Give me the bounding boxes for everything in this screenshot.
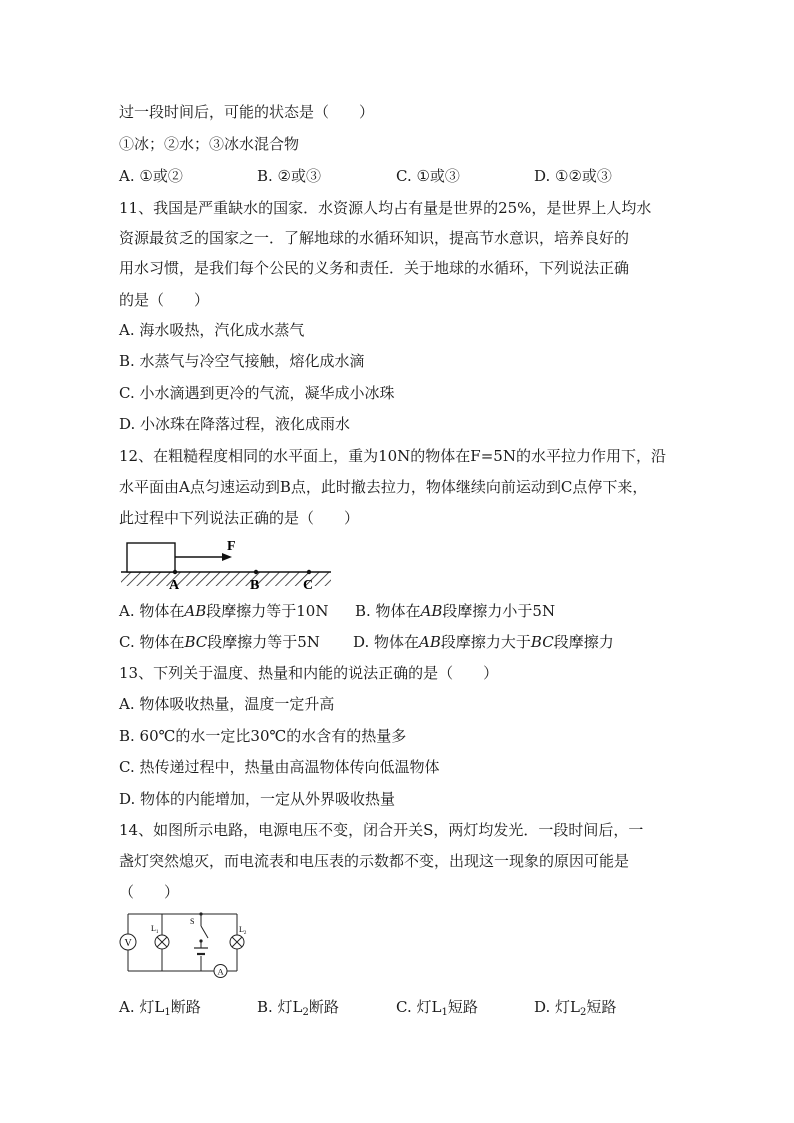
q14-stem-line-3: （ ） [119, 883, 180, 901]
ground-hatch [121, 572, 331, 586]
q12-option-c[interactable]: C. 物体在BC段摩擦力等于5N [119, 633, 320, 651]
lamp-l1-symbol [155, 935, 169, 949]
q14-option-a[interactable]: A. 灯$L_1$断路 [119, 998, 201, 1018]
lamp-l2-symbol [230, 935, 244, 949]
q10-option-c[interactable]: C. ①或③ [396, 167, 460, 185]
q12-option-a[interactable]: A. 物体在AB段摩擦力等于10N [119, 602, 329, 620]
switch-label: S [190, 917, 195, 926]
q12-option-b[interactable]: B. 物体在AB段摩擦力小于5N [355, 602, 556, 620]
point-b-dot [254, 570, 258, 574]
q12-stem-line-1: 12、在粗糙程度相同的水平面上，重为10N的物体在F=5N的水平拉力作用下，沿 [119, 447, 666, 465]
point-a-dot [173, 570, 177, 574]
q11-option-d[interactable]: D. 小冰珠在降落过程，液化成雨水 [119, 415, 351, 433]
switch-contact-dot [199, 939, 202, 942]
q12-stem-line-3: 此过程中下列说法正确的是（ ） [119, 509, 360, 527]
q11-option-a[interactable]: A. 海水吸热，汽化成水蒸气 [119, 321, 305, 339]
q14-option-d[interactable]: D. 灯$L_2$短路 [534, 998, 617, 1018]
lamp-l2-label: $L_2$ [239, 925, 247, 936]
point-c-label: C [303, 578, 314, 593]
point-b-label: B [250, 578, 260, 593]
q14-stem-line-2: 盏灯突然熄灭，而电流表和电压表的示数都不变，出现这一现象的原因可能是 [119, 852, 630, 870]
q11-stem-line-3: 用水习惯，是我们每个公民的义务和责任．关于地球的水循环，下列说法正确 [119, 259, 630, 277]
q14-option-c[interactable]: C. 灯$L_1$短路 [396, 998, 478, 1018]
voltmeter-label: V [124, 938, 132, 949]
q13-option-b[interactable]: B. 60℃的水一定比30℃的水含有的热量多 [119, 727, 407, 745]
q11-stem-line-1: 11、我国是严重缺水的国家．水资源人均占有量是世界的25%，是世界上人均水 [119, 199, 652, 217]
q14-circuit-diagram [117, 908, 252, 982]
q11-option-c[interactable]: C. 小水滴遇到更冷的气流，凝华成小冰珠 [119, 384, 395, 402]
q11-option-b[interactable]: B. 水蒸气与冷空气接触，熔化成水滴 [119, 352, 365, 370]
force-arrowhead [222, 553, 232, 561]
q11-stem-line-2: 资源最贫乏的国家之一．了解地球的水循环知识，提高节水意识，培养良好的 [119, 229, 630, 247]
point-c-dot [307, 570, 311, 574]
q10-option-d[interactable]: D. ①②或③ [534, 167, 612, 185]
force-label: F [227, 539, 236, 554]
point-a-label: A [169, 578, 180, 593]
q14-option-b[interactable]: B. 灯$L_2$断路 [257, 998, 339, 1018]
q13-stem: 13、下列关于温度、热量和内能的说法正确的是（ ） [119, 664, 499, 682]
q10-states: ①冰；②水；③冰水混合物 [119, 135, 300, 153]
q10-stem-tail: 过一段时间后，可能的状态是（ ） [119, 103, 375, 121]
ammeter-label: A [217, 966, 224, 977]
q14-stem-line-1: 14、如图所示电路，电源电压不变，闭合开关S，两灯均发光．一段时间后，一 [119, 821, 644, 839]
q12-option-d[interactable]: D. 物体在AB段摩擦力大于BC段摩擦力 [353, 633, 614, 651]
q12-figure [119, 534, 334, 594]
q10-option-a[interactable]: A. ①或② [119, 167, 183, 185]
q10-option-b[interactable]: B. ②或③ [257, 167, 322, 185]
lamp-l1-label: $L_1$ [151, 924, 159, 935]
block [127, 543, 175, 572]
q13-option-a[interactable]: A. 物体吸收热量，温度一定升高 [119, 695, 335, 713]
q11-stem-line-4: 的是（ ） [119, 291, 210, 309]
q12-stem-line-2: 水平面由A点匀速运动到B点，此时撤去拉力，物体继续向前运动到C点停下来， [119, 478, 648, 496]
q13-option-d[interactable]: D. 物体的内能增加，一定从外界吸收热量 [119, 790, 396, 808]
switch-terminal-dot [199, 912, 202, 915]
q13-option-c[interactable]: C. 热传递过程中，热量由高温物体传向低温物体 [119, 758, 440, 776]
